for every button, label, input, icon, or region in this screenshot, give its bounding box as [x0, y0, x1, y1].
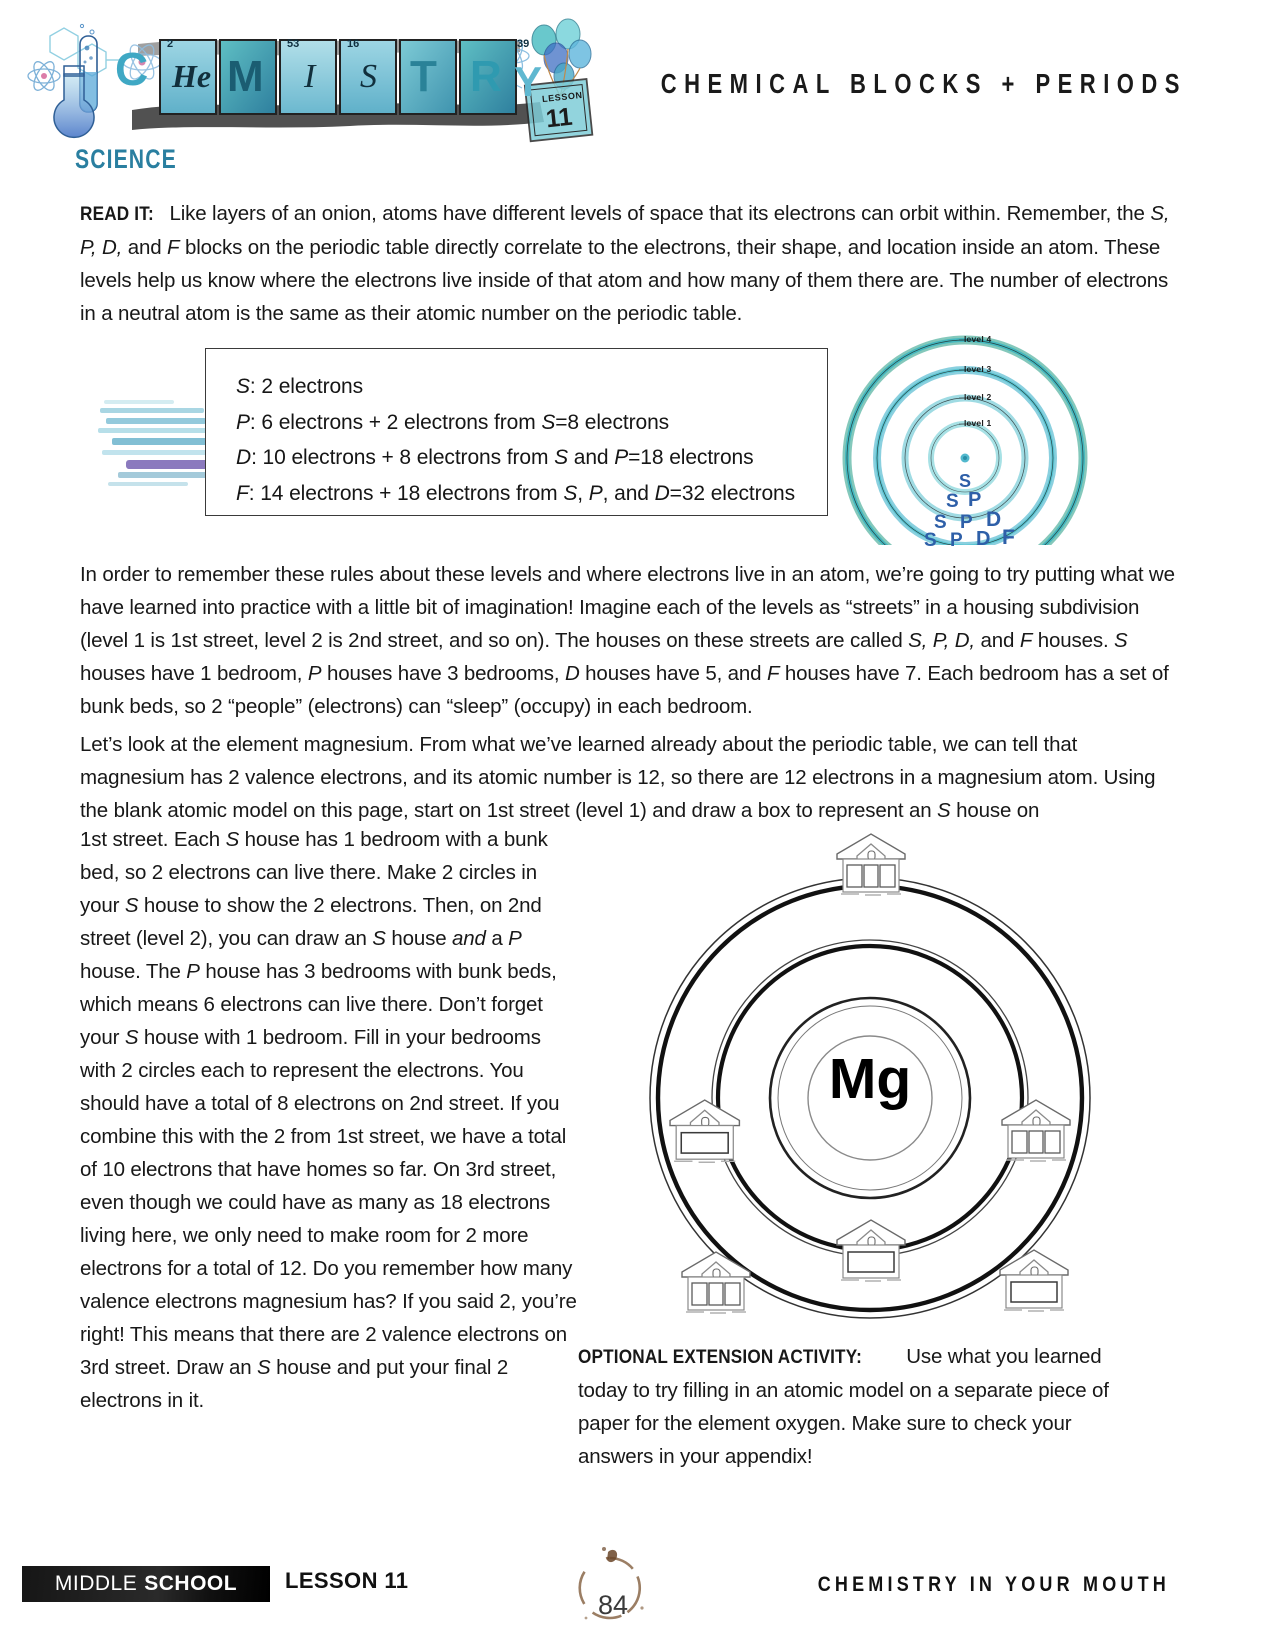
mg-i1: S [937, 799, 951, 822]
logo-letter-C: C [115, 43, 149, 95]
levels-t4: houses have 1 bedroom, [80, 662, 308, 685]
house-top-3bed [837, 834, 905, 895]
mg-t2: house on [950, 799, 1040, 822]
rule-s-letter: S [236, 375, 250, 398]
rule-p-text2: =8 electrons [555, 410, 670, 434]
levels-t5: houses have 3 bedrooms, [321, 662, 565, 685]
house-bottom-left-3bed [682, 1252, 750, 1313]
rule-f-letter3: P [588, 481, 603, 505]
orbital-letter-r3-s: S [934, 512, 947, 533]
magnesium-paragraph [80, 728, 1180, 827]
rule-d [236, 440, 827, 476]
rule-f-text2: , [577, 481, 589, 505]
levels-i5: D [564, 662, 580, 685]
rule-f-letter: F [236, 481, 249, 505]
tile-number-s: 16 [347, 38, 360, 50]
levels-i1: S, P, D, [908, 629, 975, 652]
orbital-letter-r4-f: F [1002, 526, 1015, 549]
orbital-letter-r4-p: P [950, 530, 963, 551]
col-t1: 1st street. Each [80, 828, 226, 851]
house-left-1bed [670, 1100, 739, 1162]
footer-lesson: LESSON 11 [285, 1568, 409, 1593]
levels-t6: houses have 5, and [579, 662, 767, 685]
watercolor-swatch [96, 372, 218, 500]
orbital-level-2-label: level 2 [964, 392, 992, 402]
intro-paragraph [80, 197, 1180, 330]
masthead [0, 0, 700, 180]
instructions-column [80, 823, 580, 1417]
col-i2: S [124, 894, 139, 917]
levels-t1: In order to remember these rules about these levels and where electrons live in an atom, we’re going to try putting what we have learned into practice with a little bit of imagination! Imagine each of the levels as “streets” in a housing subdivision (level 1 is 1st street, level 2 is 2nd street, and so on). The houses on these streets are called [80, 563, 1175, 652]
col-i8: S [257, 1356, 271, 1379]
levels-t7: houses have 7. Each bedroom has a set of bunk beds, so 2 “people” (electrons) can “sleep” (occupy) in each bedroom. [80, 662, 1169, 718]
orbital-level-4-label: level 4 [964, 334, 992, 344]
logo-letter-He: He [172, 58, 212, 94]
orbital-letters-group [840, 330, 1090, 551]
rule-f-text: : 14 electrons + 18 electrons from [248, 481, 564, 505]
levels-t3: houses. [1032, 629, 1115, 652]
house-inner-bottom-1bed [837, 1220, 905, 1281]
rule-p-letter2: S [541, 410, 556, 434]
col-t2: house has 1 bedroom with a bunk bed, so 2 electrons can live there. Make 2 circles in your [80, 828, 548, 917]
col-t4: house [385, 927, 453, 950]
levels-i6: F [766, 662, 780, 685]
col-t8: house with 1 bedroom. Fill in your bedrooms with 2 circles each to represent the electrons. You should have a total of 8 electrons on 2nd street. If you combine this with the 2 from 1st street, we have a total of 10 electrons that have homes so far. On 3rd street, even though we could have as many as 18 electrons living here, we only need to make room for 2 more electrons for a total of 12. Do you remember how many valence electrons magnesium has? If you said 2, you’re right! This means that there are 2 valence electrons on 3rd street. Draw an [80, 1026, 577, 1379]
levels-i3: S [1114, 629, 1128, 652]
logo-letter-S: S [360, 58, 377, 95]
col-t6: house. The [80, 960, 187, 983]
page-footer [0, 1530, 1275, 1650]
levels-paragraph [80, 558, 1175, 723]
lesson-badge-label: LESSON [541, 89, 584, 105]
rule-f-letter4: D [654, 481, 670, 505]
mg-label: Mg [828, 1047, 912, 1111]
read-it-label: READ IT: [80, 203, 154, 225]
footer-book-title: CHEMISTRY IN YOUR MOUTH [817, 1572, 1170, 1596]
orbital-letter-r2-s: S [946, 491, 959, 512]
intro-text-2: and [122, 236, 168, 259]
col-t9: house and put your final 2 electrons in it. [80, 1356, 509, 1412]
electron-rules-box [205, 348, 828, 516]
orbital-letter-r2-p: P [968, 489, 982, 511]
tile-number-he: 2 [167, 38, 174, 50]
orbital-level-3-label: level 3 [964, 364, 992, 374]
rule-p-letter: P [236, 410, 250, 434]
rule-s-text: : 2 electrons [249, 375, 364, 398]
levels-t2: and [974, 629, 1020, 652]
orbital-letter-r1-s: S [959, 471, 972, 491]
tile-number-y: 39 [517, 38, 530, 50]
intro-italic-2: F [167, 236, 180, 259]
col-i3: S [372, 927, 386, 950]
orbital-levels-diagram [840, 330, 1090, 551]
page-title: CHEMICAL BLOCKS + PERIODS [660, 68, 1187, 100]
rule-d-text: : 10 electrons + 8 electrons from [251, 446, 555, 469]
rule-f-text4: =32 electrons [669, 481, 796, 505]
levels-i2: F [1019, 629, 1033, 652]
orbital-letter-r4-s: S [924, 530, 937, 551]
rule-d-letter: D [236, 446, 252, 469]
logo-letter-Y: Y [514, 58, 543, 105]
col-t5: a [485, 927, 509, 950]
mg-t1: Let’s look at the element magnesium. From what we’ve learned already about the periodic table, we can tell that magnesium has 2 valence electrons, and its atomic number is 12, so there are 12 electrons in a magnesium atom. Using the blank atomic model on this page, start on 1st street (level 1) and draw a box to represent an [80, 733, 1156, 822]
col-i6: P [186, 960, 200, 983]
orbital-level-1-label: level 1 [964, 418, 992, 428]
footer-brand [22, 1566, 270, 1602]
extension-activity [578, 1340, 1138, 1473]
col-i4: and [452, 927, 486, 950]
logo-letter-M: M [227, 52, 264, 101]
atom-model-svg [600, 820, 1140, 1340]
rule-d-letter3: P [614, 446, 629, 469]
rule-f-letter2: S [563, 481, 578, 505]
footer-brand-bold: SCHOOL [144, 1572, 238, 1595]
orbital-letter-r3-d: D [986, 508, 1002, 531]
col-i7: S [124, 1026, 139, 1049]
levels-i4: P [307, 662, 322, 685]
rule-d-letter2: S [554, 446, 568, 469]
col-i5: P [508, 927, 522, 950]
footer-brand-thin: MIDDLE [54, 1572, 138, 1595]
extension-label: OPTIONAL EXTENSION ACTIVITY: [578, 1346, 862, 1368]
rule-d-text2: and [568, 446, 615, 469]
rule-p [236, 405, 827, 441]
page-number: 84 [597, 1589, 629, 1620]
rule-f-text3: , and [602, 481, 655, 505]
intro-text-1: Like layers of an onion, atoms have different levels of space that its electrons can orbit within. Remember, the [163, 202, 1151, 225]
blank-atomic-model[interactable] [600, 820, 1140, 1340]
col-t7: house has 3 bedrooms with bunk beds, which means 6 electrons can live there. Don’t forget your [80, 960, 557, 1049]
logo-letter-I: I [304, 58, 316, 95]
col-t3: house to show the 2 electrons. Then, on 2nd street (level 2), you can draw an [80, 894, 542, 950]
house-right-3bed [1002, 1100, 1070, 1161]
lesson-badge-number: 11 [544, 102, 574, 134]
col-i1: S [225, 828, 240, 851]
rule-d-text3: =18 electrons [628, 446, 754, 469]
rule-f [236, 476, 827, 512]
intro-italic-1: S, P, D, [80, 202, 1170, 259]
logo-letter-T: T [410, 52, 437, 101]
extension-text: Use what you learned today to try filling in an atomic model on a separate piece of paper for the element oxygen. Make sure to check your answers in your appendix! [578, 1345, 1109, 1468]
rule-s [236, 369, 827, 405]
subject-label: SCIENCE [75, 143, 177, 174]
rule-p-text: : 6 electrons + 2 electrons from [249, 410, 542, 434]
tile-number-i: 53 [287, 38, 300, 50]
logo-letter-R: R [470, 52, 502, 101]
page-number-stain [560, 1540, 660, 1640]
intro-text-3: blocks on the periodic table directly correlate to the electrons, their shape, and location inside an atom. These levels help us know where the electrons live inside of that atom and how many of them there are. The number of electrons in a neutral atom is the same as their atomic number on the periodic table. [80, 236, 1169, 325]
orbital-letter-r3-p: P [960, 512, 973, 533]
logo-letters-overlay [20, 14, 600, 144]
orbital-letter-r4-d: D [976, 528, 991, 550]
